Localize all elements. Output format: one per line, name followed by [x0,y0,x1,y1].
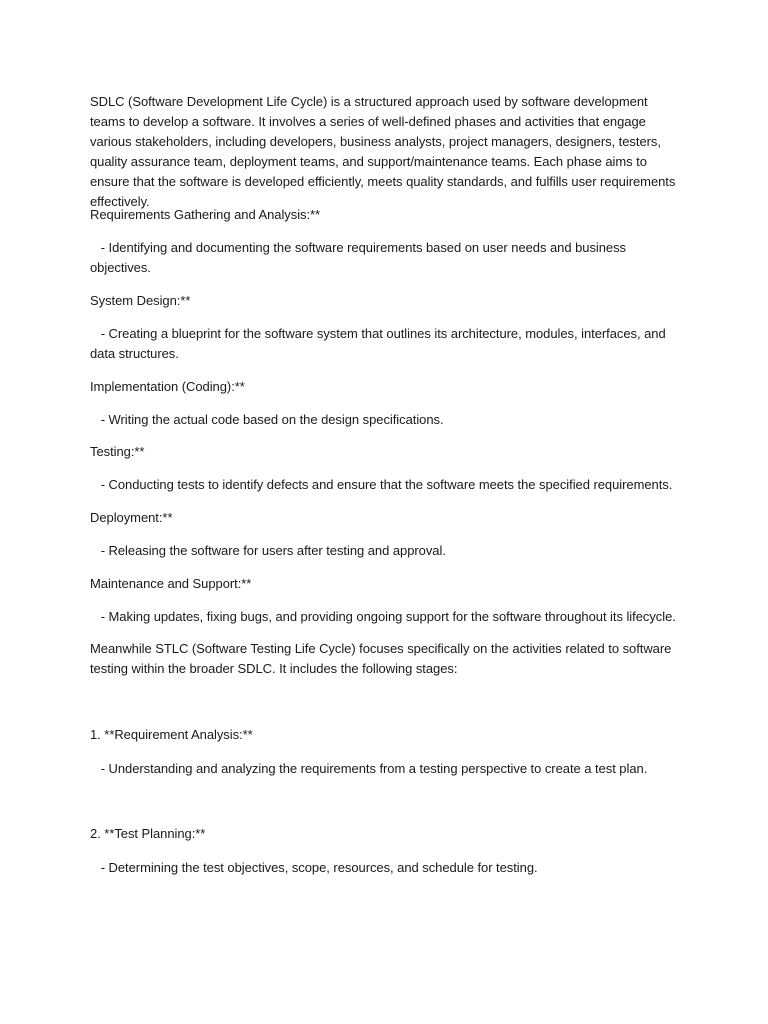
phase-heading-deployment: Deployment:** [90,510,173,525]
stlc-detail-test-planning-text: - Determining the test objectives, scope, resources, and schedule for testing. [100,860,538,875]
phase-detail-deployment [90,541,680,561]
phase-detail-maintenance-text: - Making updates, fixing bugs, and providing ongoing support for the software throughout its lifecycle. [100,609,676,624]
sdlc-intro-paragraph: SDLC (Software Development Life Cycle) is a structured approach used by software development teams to develop a software. It involves a series of well-defined phases and activities that engage various stakeholders, including developers, business analysts, project managers, designers, testers, quality assurance team, deployment teams, and support/maintenance teams. Each phase aims to ensure that the software is developed efficiently, meets quality standards, and fulfills user requirements effectively. [90,94,676,209]
phase-detail-requirements-text: - Identifying and documenting the software requirements based on user needs and business objectives. [90,240,627,275]
phase-detail-testing [90,475,680,495]
phase-heading-implementation: Implementation (Coding):** [90,379,245,394]
stlc-detail-requirement-analysis [90,759,680,779]
stlc-heading-requirement-analysis: 1. **Requirement Analysis:** [90,727,253,742]
phase-detail-deployment-text: - Releasing the software for users after testing and approval. [100,543,446,558]
stlc-intro-paragraph: Meanwhile STLC (Software Testing Life Cycle) focuses specifically on the activities related to software testing within the broader SDLC. It includes the following stages: [90,641,672,676]
phase-detail-requirements [90,238,680,278]
phase-heading-maintenance: Maintenance and Support:** [90,576,252,591]
phase-heading-testing: Testing:** [90,444,145,459]
stlc-detail-test-planning [90,858,680,878]
stlc-heading-test-planning: 2. **Test Planning:** [90,826,206,841]
stlc-detail-requirement-analysis-text: - Understanding and analyzing the requirements from a testing perspective to create a test plan. [100,761,648,776]
phase-detail-system-design-text: - Creating a blueprint for the software system that outlines its architecture, modules, interfaces, and data structures. [90,326,666,361]
phase-heading-system-design: System Design:** [90,293,191,308]
phase-detail-implementation [90,410,680,430]
phase-detail-system-design [90,324,680,364]
phase-detail-testing-text: - Conducting tests to identify defects and ensure that the software meets the specified requirements. [100,477,673,492]
phase-heading-requirements: Requirements Gathering and Analysis:** [90,207,321,222]
phase-detail-maintenance [90,607,680,627]
phase-detail-implementation-text: - Writing the actual code based on the design specifications. [100,412,444,427]
